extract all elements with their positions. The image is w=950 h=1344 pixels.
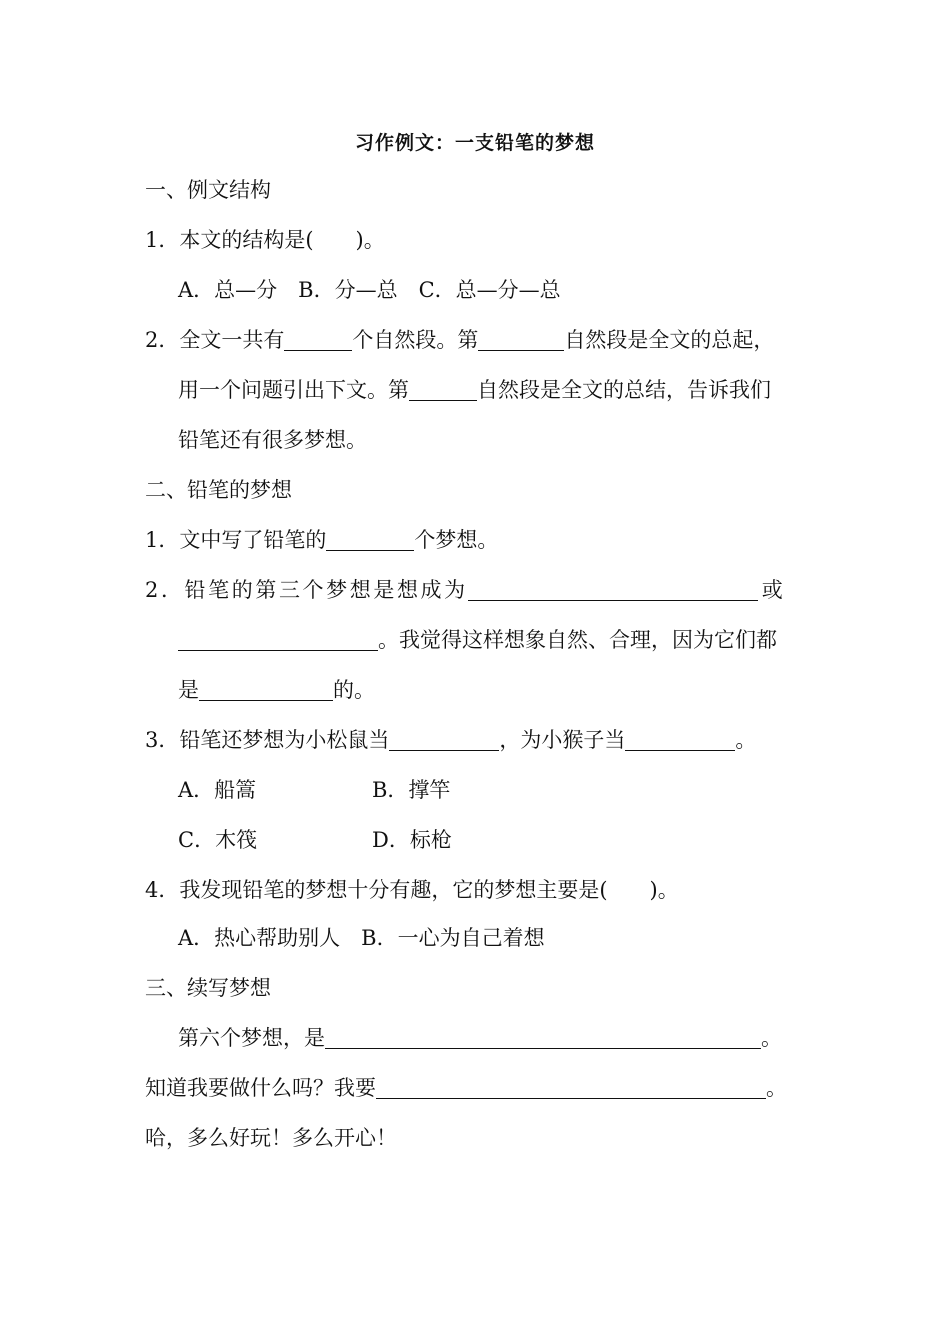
question-2-2-line2: [178, 626, 777, 654]
question-1-2-line2: [178, 376, 771, 404]
answer-blank[interactable]: [326, 528, 414, 551]
question-1-2-line3: 铅笔还有很多梦想。: [178, 428, 367, 452]
answer-blank[interactable]: [178, 628, 378, 651]
answer-blank[interactable]: [409, 378, 477, 401]
question-1-1-options: A．总—分 B．分—总 C．总—分—总: [178, 278, 561, 302]
page-title: 习作例文：一支铅笔的梦想: [354, 132, 595, 154]
question-1-1: 1．本文的结构是( )。: [145, 228, 385, 252]
continue-line-1: [178, 1024, 782, 1052]
option-c: C．木筏: [178, 828, 258, 852]
question-text: 。: [766, 1076, 787, 1100]
answer-blank[interactable]: [376, 1076, 766, 1099]
question-text: 知道我要做什么吗？我要: [145, 1076, 376, 1100]
question-text: 3．铅笔还梦想为小松鼠当: [145, 728, 390, 752]
answer-blank[interactable]: [478, 328, 564, 351]
question-2-4-options: A．热心帮助别人 B．一心为自己着想: [178, 926, 545, 950]
answer-blank[interactable]: [325, 1026, 761, 1049]
question-text: 个自然段。第: [352, 328, 479, 352]
question-2-2-line3: [178, 676, 375, 704]
question-text: 。我觉得这样想象自然、合理，因为它们都: [378, 628, 777, 652]
option-b: B．撑竿: [372, 778, 451, 802]
question-text: 用一个问题引出下文。第: [178, 378, 409, 402]
question-text: 自然段是全文的总起，: [564, 328, 775, 352]
question-2-3: [145, 726, 756, 754]
answer-blank[interactable]: [199, 678, 333, 701]
question-text: 2．全文一共有: [145, 328, 285, 352]
answer-blank[interactable]: [625, 728, 735, 751]
question-2-4: 4．我发现铅笔的梦想十分有趣，它的梦想主要是( )。: [145, 878, 679, 902]
question-text: 第六个梦想，是: [178, 1026, 325, 1050]
question-text: 自然段是全文的总结，告诉我们: [477, 378, 771, 402]
question-2-1: [145, 526, 498, 554]
question-text: 2．铅笔的第三个梦想是想成为: [145, 578, 468, 602]
section-heading-continue: 三、续写梦想: [145, 976, 271, 1000]
question-1-2: [145, 326, 774, 354]
section-heading-structure: 一、例文结构: [145, 178, 271, 202]
question-text: 的。: [333, 678, 375, 702]
option-d: D．标枪: [372, 828, 452, 852]
answer-blank[interactable]: [389, 728, 499, 751]
answer-blank[interactable]: [468, 578, 758, 601]
continue-line-2: [145, 1074, 787, 1102]
question-text: 是: [178, 678, 199, 702]
question-text: 1．文中写了铅笔的: [145, 528, 327, 552]
continue-line-3: 哈，多么好玩！多么开心！: [145, 1126, 397, 1150]
question-text: 。: [735, 728, 757, 752]
section-heading-dreams: 二、铅笔的梦想: [145, 478, 292, 502]
question-2-2: [145, 576, 783, 604]
question-text: 个梦想。: [414, 528, 499, 552]
question-text: 。: [761, 1026, 782, 1050]
answer-blank[interactable]: [284, 328, 352, 351]
question-text: ，为小猴子当: [499, 728, 626, 752]
question-text: 或: [761, 578, 783, 602]
option-a: A．船篙: [178, 778, 257, 802]
